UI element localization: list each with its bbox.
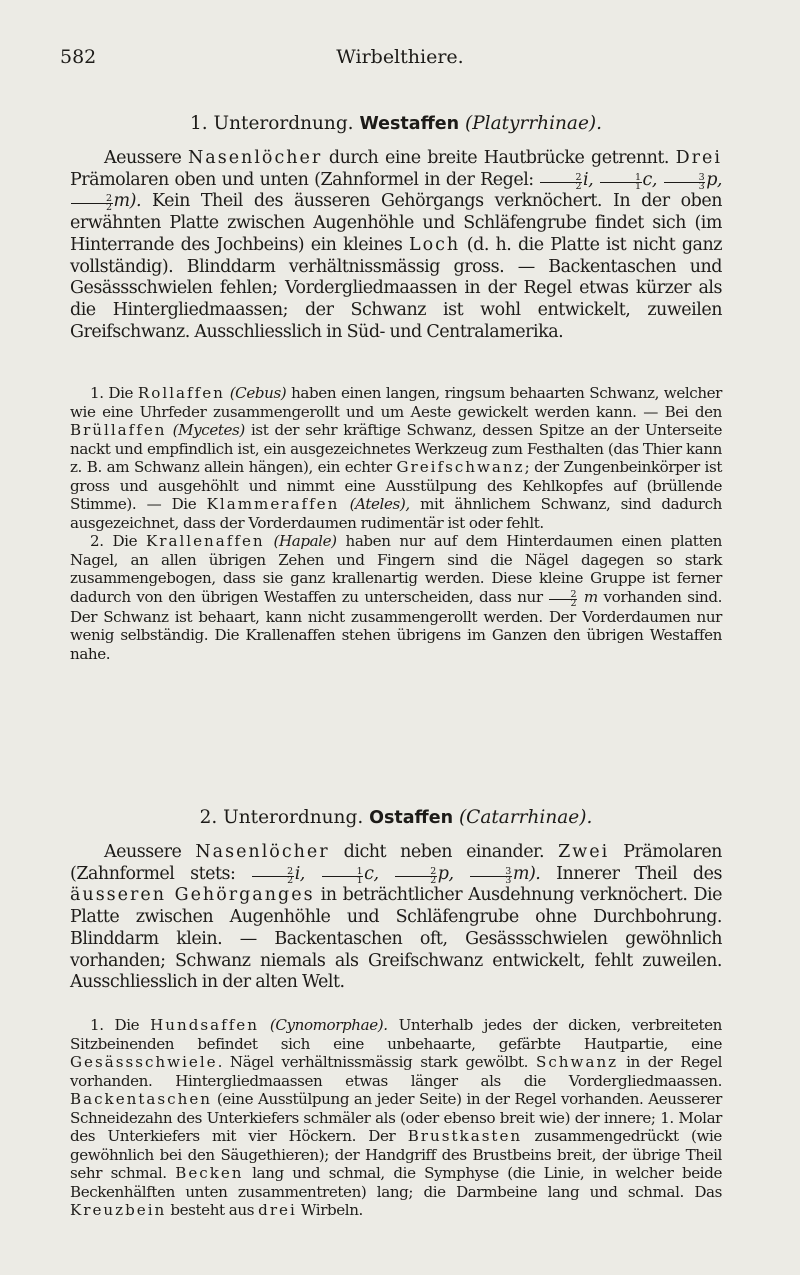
section-ostaffen-body xyxy=(70,842,722,994)
heading-bold: Ostaffen xyxy=(369,808,454,828)
page-number: 582 xyxy=(60,46,97,68)
fraction: $\frac{2}{2}$ xyxy=(71,195,113,212)
paragraph: 1. Die Rollaffen (Cebus) haben einen langen, ringsum behaarten Schwanz, welcher wie eine Uhrfeder zusammengerollt und um Aeste gewickelt werden kann. — Bei den Brüllaffen (Mycetes) ist der sehr kräftige Schwanz, dessen Spitze an der Unterseite nackt und empfindlich ist, ein ausgezeichnetes Werkzeug zum Festhalten (das Thier kann z. B. am Schwanz allein hängen), ein echter Greifschwanz; der Zungenbeinkörper ist gross und ausgehöhlt und nimmt eine Ausstülpung des Kehlkopfes auf (brüllende Stimme). — Die Klammeraffen (Ateles), mit ähnlichem Schwanz, sind dadurch ausgezeichnet, dass der Vorderdaumen rudimentär ist oder fehlt. xyxy=(70,384,722,532)
page-header xyxy=(60,46,740,76)
fraction: $\frac{3}{3}$ xyxy=(470,868,512,885)
section-heading: 2. Unterordnung. Ostaffen (Catarrhinae). xyxy=(199,807,593,828)
ostaffen-small-text xyxy=(70,1016,722,1220)
westaffen-small-text xyxy=(70,384,722,663)
paragraph: 2. Die Krallenaffen (Hapale) haben nur auf dem Hinterdaumen einen platten Nagel, an allen übrigen Zehen und Fingern sind die Nägel dagegen so stark zusammengebogen, dass sie ganz krallenartig werden. Diese kleine Gruppe ist ferner dadurch von den übrigen Westaffen zu unterscheiden, dass nur $\frac{2}{2}$ m vorhanden sind. Der Schwanz ist behaart, kann nicht zusammengerollt werden. Der Vorderdaumen nur wenig selbständig. Die Krallenaffen stehen übrigens im Ganzen den übrigen Westaffen nahe. xyxy=(70,532,723,663)
fraction: $\frac{2}{2}$ xyxy=(252,868,294,885)
section-heading: 1. Unterordnung. Westaffen (Platyrrhinae). xyxy=(189,113,602,134)
section-westaffen-body xyxy=(70,148,722,343)
fraction: $\frac{2}{2}$ xyxy=(540,174,582,191)
fraction: $\frac{2}{2}$ xyxy=(549,591,577,608)
heading-bold: Westaffen xyxy=(359,114,460,134)
section-ostaffen xyxy=(70,806,722,830)
paragraph: Aeussere Nasenlöcher dicht neben einander. Zwei Prämolaren (Zahnformel stets: $\frac{2}{2}$ i, $\frac{1}{1}$ c, $\frac{2}{2}$ p, $\frac{3}{3}$ m). Innerer Theil des äusseren Gehörganges in beträchtlicher Ausdehnung verknöchert. Die Platte zwischen Augenhöhle und Schläfengrube ohne Durchbohrung. Blinddarm klein. — Backentaschen oft, Gesässschwielen gewöhnlich vorhanden; Schwanz niemals als Greifschwanz entwickelt, fehlt zuweilen. Ausschliesslich in der alten Welt. xyxy=(70,842,722,993)
running-title: Wirbelthiere. xyxy=(336,46,464,68)
fraction: $\frac{1}{1}$ xyxy=(600,174,642,191)
fraction: $\frac{3}{3}$ xyxy=(664,174,706,191)
paragraph: Aeussere Nasenlöcher durch eine breite Hautbrücke getrennt. Drei Prämolaren oben und unten (Zahnformel in der Regel: $\frac{2}{2}$ i, $\frac{1}{1}$ c, $\frac{3}{3}$ p, $\frac{2}{2}$ m). Kein Theil des äusseren Gehörgangs verknöchert. In der oben erwähnten Platte zwischen Augenhöhle und Schläfengrube findet sich (im Hinterrande des Jochbeins) ein kleines Loch (d. h. die Platte ist nicht ganz vollständig). Blinddarm verhältnissmässig gross. — Backentaschen und Gesässschwielen fehlen; Vordergliedmaassen in der Regel etwas kürzer als die Hintergliedmaassen; der Schwanz ist wohl entwickelt, zuweilen Greifschwanz. Ausschliesslich in Süd- und Centralamerika. xyxy=(70,148,722,342)
fraction: $\frac{1}{1}$ xyxy=(322,868,364,885)
section-westaffen xyxy=(70,112,722,136)
fraction: $\frac{2}{2}$ xyxy=(395,868,437,885)
paragraph: 1. Die Hundsaffen (Cynomorphae). Unterhalb jedes der dicken, verbreiteten Sitzbeinenden befindet sich eine unbehaarte, gefärbte Hautpartie, eine Gesässschwiele. Nägel verhältnissmässig stark gewölbt. Schwanz in der Regel vorhanden. Hintergliedmaassen etwas länger als die Vordergliedmaassen. Backentaschen (eine Ausstülpung an jeder Seite) in der Regel vorhanden. Aeusserer Schneidezahn des Unterkiefers schmäler als (oder ebenso breit wie) der innere; 1. Molar des Unterkiefers mit vier Höckern. Der Brustkasten zusammengedrückt (wie gewöhnlich bei den Säugethieren); der Handgriff des Brustbeins breit, der übrige Theil sehr schmal. Becken lang und schmal, die Symphyse (die Linie, in welcher beide Beckenhälften unten zusammentreten) lang; die Darmbeine lang und schmal. Das Kreuzbein besteht aus drei Wirbeln. xyxy=(70,1016,722,1219)
